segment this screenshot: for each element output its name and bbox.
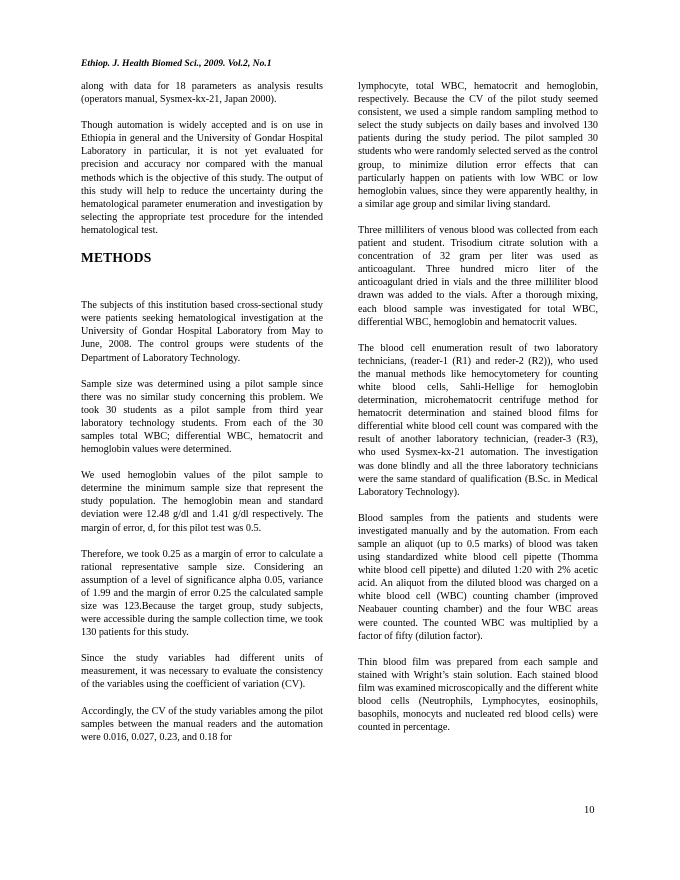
paragraph: Accordingly, the CV of the study variables among the pilot samples between the manual readers and the automation were 0.016, 0.027, 0.23, and 0.18 for xyxy=(81,705,323,743)
page-number: 10 xyxy=(584,805,595,816)
paragraph: We used hemoglobin values of the pilot sample to determine the minimum sample size that represent the study population. The hemoglobin mean and standard deviation were 12.48 g/dl and 1.41 g/dl respectively. The margin of error, d, for this pilot test was 0.5. xyxy=(81,470,323,534)
paragraph: along with data for 18 parameters as analysis results (operators manual, Sysmex-kx-21, Japan 2000). xyxy=(81,81,323,106)
paragraph: The blood cell enumeration result of two laboratory technicians, (reader-1 (R1) and reder-2 (R2)), who used the manual methods like hemocytometery for counting white blood cells, Sahli-Hellige for hemoglobin determination, microhematocrit centrifuge method for hematocrit determination and stained blood films for differential white blood cell count was compared with the result of another laboratory technician, (reader-3 (R3), who used Sysmex-kx-21 automation. The investigation was done blindly and all the three laboratory technicians were the same standard of qualification (B.Sc. in Medical Laboratory Technology). xyxy=(358,342,598,498)
journal-header: Ethiop. J. Health Biomed Sci., 2009. Vol.2, No.1 xyxy=(81,58,272,69)
left-column xyxy=(81,80,323,744)
paragraph: Therefore, we took 0.25 as a margin of error to calculate a rational representative sample size. Considering an assumption of a level of significance alpha 0.05, variance of 1.99 and the margin of error 0.25 the calculated sample size was 123.Because the target group, study subjects, were accessible during the sample collection time, we took 130 patients for this study. xyxy=(81,548,323,639)
right-column xyxy=(358,80,598,734)
paragraph: The subjects of this institution based cross-sectional study were patients seeking hematological investigation at the University of Gondar Hospital Laboratory from May to June, 2008. The control groups were students of the Department of Laboratory Technology. xyxy=(81,300,323,364)
paragraph: lymphocyte, total WBC, hematocrit and hemoglobin, respectively. Because the CV of the pilot study seemed consistent, we used a simple random sampling method to select the study subjects on daily bases and involved 130 patients during the study period. The pilot sampled 30 students who were randomly selected served as the control group, to minimize dilution error effects that can particularly happen on patients with low WBC or low hemoglobin values, since they were apparently healthy, in a similar age group and similar living standard. xyxy=(358,81,598,210)
section-heading: METHODS xyxy=(81,250,152,266)
paragraph: Though automation is widely accepted and is on use in Ethiopia in general and the University of Gondar Hospital Laboratory in particular, it is not yet evaluated for precision and accuracy nor compared with the manual methods which is the objective of this study. The output of this study will help to reduce the uncertainty during the hematological parameter enumeration and investigation by selecting the appropriate test procedure for the intended hematological test. xyxy=(81,120,323,236)
paragraph: Blood samples from the patients and students were investigated manually and by the automation. From each sample an aliquot (up to 0.5 marks) of blood was taken using standardized white blood cell pipette (Thomma white blood cell pipette) and diluted 1:20 with 2% acetic acid. An aliquot from the diluted blood was charged on a white blood cell (WBC) counting chamber (improved Neabauer counting chamber) and the four WBC areas were counted. The counted WBC was multiplied by a factor of fifty (dilution factor). xyxy=(358,512,598,642)
paragraph: Sample size was determined using a pilot sample since there was no similar study concerning this problem. We took 30 students as a pilot sample from third year laboratory technology students. From each of the 30 samples total WBC; differential WBC, hematocrit and hemoglobin values were determined. xyxy=(81,378,323,456)
paragraph: Since the study variables had different units of measurement, it was necessary to evaluate the consistency of the variables using the coefficient of variation (CV). xyxy=(81,653,323,691)
paragraph: Thin blood film was prepared from each sample and stained with Wright’s stain solution. Each stained blood film was examined microscopically and the different white blood cells (Neutrophils, Lymphocytes, eosinophils, basophils, monocyts and nucleated red blood cells) were counted in percentage. xyxy=(358,656,598,734)
paragraph: Three milliliters of venous blood was collected from each patient and student. Trisodium citrate solution with a concentration of 32 gram per liter was used as anticoagulant. Three hundred micro liter of the anticoagulant dried in vials and the three milliliter blood drawn was added to the vials. After a thorough mixing, each blood sample was investigated for total WBC, differential WBC, hemoglobin and hematocrit values. xyxy=(358,224,598,328)
